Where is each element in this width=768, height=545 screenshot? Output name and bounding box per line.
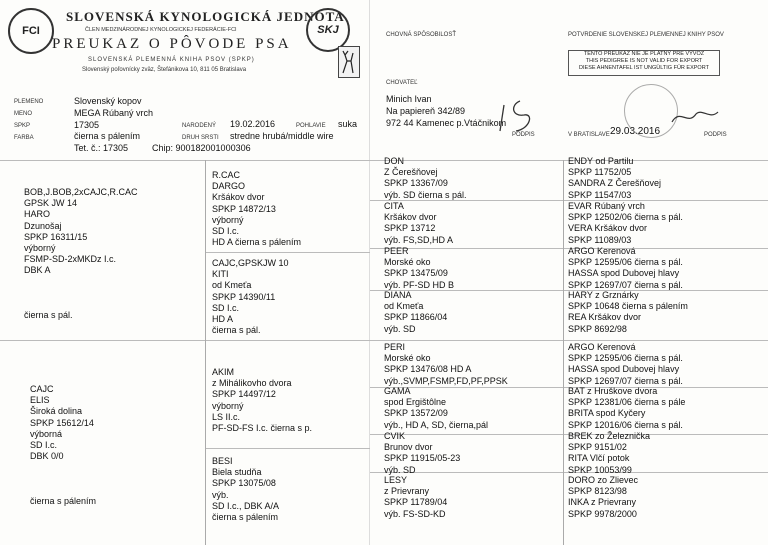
gen3-b (384, 201, 453, 246)
gen4-d-line: REA Kršákov dvor (568, 312, 642, 323)
deer-emblem (338, 46, 360, 78)
gen2-a-line: Kršákov dvor (212, 192, 265, 203)
gen4-g-line: RITA Vlčí potok (568, 453, 630, 464)
gen4-b (568, 201, 683, 246)
breed-label: PLEMENO (14, 99, 44, 105)
gen1-dam-line: Široká dolina (30, 406, 83, 417)
gen4-f-line: BAT z Hruškove dvora (568, 386, 658, 396)
registry-line: SLOVENSKÁ PLEMENNÁ KNIHA PSOV (SPKP) (88, 57, 255, 63)
gen2-d-line: čierna s pálením (212, 511, 279, 522)
coat-value: stredne hrubá/middle wire (230, 131, 334, 141)
gen2-d-line: BESI (212, 456, 233, 466)
gen4-a-line: SPKP 11547/03 (568, 189, 632, 200)
gen4-b-line: VERA Kršákov dvor (568, 223, 648, 234)
gen4-c (568, 246, 683, 291)
gen3-g-line: Brunov dvor (384, 442, 433, 453)
gen4-d-line: SPKP 8692/98 (568, 323, 627, 334)
gen3-e-line: výb.,SVMP,FSMP,FD,PF,PPSK (384, 375, 508, 386)
gen3-h-line: výb. FS-SD-KD (384, 508, 446, 519)
gen4-h-line: INKA z Prievrany (568, 497, 637, 508)
gen3-d-line: DIANA (384, 290, 412, 300)
gen3-d-line: výb. SD (384, 323, 416, 334)
gen4-h (568, 475, 638, 520)
document-title: PREUKAZ O PÔVODE PSA (52, 36, 292, 52)
gen3-g (384, 431, 460, 476)
gen3-b-line: výb. FS,SD,HD A (384, 234, 454, 245)
gen3-b-line: CITA (384, 201, 404, 211)
gen4-h-line: SPKP 9978/2000 (568, 508, 637, 519)
gen4-a-line: SANDRA Z Čerešňovej (568, 178, 662, 189)
gen4-h-line: SPKP 8123/98 (568, 486, 627, 497)
breeder-name: Minich Ivan (386, 94, 432, 104)
gen3-f-line: spod Ergištôlne (384, 397, 447, 408)
gen3-a-line: Z Čerešňovej (384, 167, 438, 178)
gen3-c (384, 246, 454, 291)
gen2-a-line: výborný (212, 214, 244, 225)
gen1-sire-line: DBK A (24, 265, 51, 276)
gen4-g-line: SPKP 10053/99 (568, 464, 632, 475)
gen1-dam-line: CAJC (30, 384, 54, 394)
gen3-f-line: GAMA (384, 386, 411, 396)
gen3-c-line: Morské oko (384, 257, 431, 268)
gen3-d-line: od Kmeťa (384, 301, 424, 312)
gen2-a-line: SD I.c. (212, 225, 240, 236)
gen1-sire (24, 187, 138, 321)
gen4-a-line: ENDY od Partilu (568, 156, 634, 166)
office-sign-label: PODPIS (704, 132, 727, 138)
gen3-d (384, 290, 447, 335)
gen2-a-line: SPKP 14872/13 (212, 203, 276, 214)
gen2-b-line: CAJC,GPSKJW 10 (212, 258, 289, 268)
gen4-e-line: ARGO Kerenová (568, 342, 636, 352)
gen3-g-line: výb. SD (384, 464, 416, 475)
gen3-c-line: PEER (384, 246, 409, 256)
gen3-a-line: výb. SD čierna s pál. (384, 189, 467, 200)
gen4-c-line: SPKP 12697/07 čierna s pál. (568, 279, 683, 290)
gen2-a-line: R.CAC (212, 170, 241, 180)
gen1-dam-line: SPKP 15612/14 (30, 417, 94, 428)
color-label: FARBA (14, 135, 34, 141)
gen4-b-line: SPKP 11089/03 (568, 234, 632, 245)
fci-logo (8, 8, 54, 54)
breeder-signature (490, 95, 560, 135)
breed-value: Slovenský kopov (74, 96, 142, 106)
gen3-h-line: LESY (384, 475, 408, 485)
gen3-a (384, 156, 467, 201)
gen2-c-line: výborný (212, 400, 244, 411)
address-line: Slovenský poľovnícky zväz, Štefánikova 10, 811 05 Bratislava (82, 67, 247, 73)
gen4-e-line: SPKP 12697/07 čierna s pál. (568, 375, 683, 386)
gen3-d-line: SPKP 11866/04 (384, 312, 448, 323)
gen3-c-line: výb. PF-SD HD B (384, 279, 455, 290)
breeder-sign-label: PODPIS (512, 132, 535, 138)
gen4-b-line: EVAR Rúbaný vrch (568, 201, 645, 211)
gen2-b-line: KITI (212, 269, 229, 280)
gen2-c-line: SPKP 14497/12 (212, 389, 276, 400)
gen1-dam-line: čierna s pálením (30, 495, 97, 506)
gen4-e-line: SPKP 12595/06 čierna s pál. (568, 353, 683, 364)
gen2-b-line: SD I.c. (212, 302, 240, 313)
grid-line-right-4 (370, 340, 768, 341)
gen1-dam-line: ELIS (30, 395, 50, 406)
gen1-dam-line (30, 474, 96, 485)
gen1-dam-line: SD I.c. (30, 439, 58, 450)
gen3-g-line: SPKP 11915/05-23 (384, 453, 461, 464)
gen2-d-line: Biela studňa (212, 467, 262, 478)
grid-vline-1 (205, 160, 206, 545)
gen1-sire-line: HARO (24, 209, 51, 220)
gen2-c-line: AKIM (212, 367, 235, 377)
gen4-d (568, 290, 688, 335)
issue-date: 29.03.2016 (610, 126, 661, 137)
gen1-dam-line: výborná (30, 428, 63, 439)
gen1-dam-line: DBK 0/0 (30, 451, 64, 462)
gen2-c-line: PF-SD-FS I.c. čierna s p. (212, 422, 313, 433)
gen4-c-line: HASSA spod Dubovej hlavy (568, 268, 680, 279)
chip-value: Chip: 900182001000306 (152, 143, 251, 153)
org-subtitle: ČLEN MEDZINÁRODNEJ KYNOLOGICKEJ FEDERÁCIE-FCI (85, 27, 237, 33)
gen4-g-line: SPKP 9151/02 (568, 442, 627, 453)
gen3-e-line: Morské oko (384, 353, 431, 364)
born-label: NARODENÝ (182, 123, 217, 129)
gen1-sire-line: GPSK JW 14 (24, 198, 78, 209)
gen3-a-line: SPKP 13367/09 (384, 178, 448, 189)
gen1-dam-line (30, 485, 96, 496)
gen2-c (212, 367, 312, 434)
gen2-a-line: DARGO (212, 181, 246, 192)
gen2-d (212, 456, 279, 523)
gen2-d-line: SPKP 13075/08 (212, 478, 276, 489)
sex-value: suka (338, 119, 358, 129)
gen2-b-line: SPKP 14390/11 (212, 291, 276, 302)
gen3-f-line: výb., HD A, SD, čierna,pál (384, 419, 489, 430)
gen2-a-line: HD A čierna s pálením (212, 237, 302, 248)
gen3-h-line: SPKP 11789/04 (384, 497, 448, 508)
gen3-g-line: CVIK (384, 431, 406, 441)
gen2-b (212, 258, 289, 336)
gen1-sire-line: čierna s pál. (24, 310, 73, 321)
gen2-c-line: z Mihálikovho dvora (212, 378, 292, 389)
gen4-h-line: DORO zo Zlievec (568, 475, 639, 485)
gen4-a (568, 156, 661, 201)
gen3-h-line: z Prievrany (384, 486, 430, 497)
tattoo-value: Tet. č.: 17305 (74, 143, 129, 153)
gen2-d-line: výb. (212, 489, 229, 500)
breeder-address-2: 972 44 Kamenec p.Vtáčnikom (386, 118, 507, 128)
gen4-d-line: HARY z Grznárky (568, 290, 639, 300)
gen4-b-line: SPKP 12502/06 čierna s pál. (568, 212, 683, 223)
gen1-sire-line: výborný (24, 242, 56, 253)
export-notice (568, 50, 720, 76)
gen1-sire-line: Dzunošaj (24, 220, 62, 231)
grid-line-left-lower (205, 448, 370, 449)
name-label: MENO (14, 111, 32, 117)
gen2-b-line: HD A (212, 313, 234, 324)
gen4-g-line: BREK zo Železnička (568, 431, 651, 441)
breeder-address-1: Na papiereň 342/89 (386, 106, 466, 116)
gen4-f (568, 386, 685, 431)
gen1-sire-line (24, 288, 138, 299)
gen3-a-line: DON (384, 156, 404, 166)
gen3-b-line: SPKP 13712 (384, 223, 436, 234)
grid-line-left-upper (205, 252, 370, 253)
gen2-b-line: od Kmeťa (212, 280, 252, 291)
gen2-d-line: SD I.c., DBK A/A (212, 500, 280, 511)
export-notice-line-1: TENTO PREUKAZ NIE JE PLATNÝ PRE VÝVOZ (583, 51, 705, 57)
born-value: 19.02.2016 (230, 119, 276, 129)
skj-logo-text: SKJ (317, 24, 339, 36)
gen4-f-line: SPKP 12381/06 čierna s pále (568, 397, 686, 408)
gen2-b-line: čierna s pál. (212, 325, 261, 336)
gen4-f-line: BRITA spod Kyčery (568, 408, 646, 419)
gen4-e-line: HASSA spod Dubovej hlavy (568, 364, 680, 375)
gen3-e-line: PERI (384, 342, 406, 352)
gen1-dam-line (30, 462, 96, 473)
gen3-e-line: SPKP 13476/08 HD A (384, 364, 472, 375)
gen4-c-line: ARGO Kerenová (568, 246, 636, 256)
gen4-a-line: SPKP 11752/05 (568, 167, 632, 178)
gen4-g (568, 431, 650, 476)
confirmation-label: POTVRDENIE SLOVENSKEJ PLEMENNEJ KNIHY PSOV (568, 32, 724, 38)
deer-icon (339, 47, 359, 77)
breeding-fitness-label: CHOVNÁ SPÔSOBILOSŤ (386, 32, 457, 38)
gen4-f-line: SPKP 12016/06 čierna s pál. (568, 419, 683, 430)
gen4-d-line: SPKP 10648 čierna s pálením (568, 301, 688, 312)
org-name: SLOVENSKÁ KYNOLOGICKÁ JEDNOTA (66, 9, 345, 24)
breeder-label: CHOVATEĽ (386, 80, 418, 86)
coat-label: DRUH SRSTI (182, 135, 219, 141)
gen3-f (384, 386, 488, 431)
gen2-a (212, 170, 301, 248)
place-label: V BRATISLAVE (568, 132, 610, 138)
official-signature (670, 104, 720, 128)
gen2-c-line: LS II.c. (212, 411, 241, 422)
dog-name-value: MEGA Rúbaný vrch (74, 108, 154, 118)
export-notice-line-3: DIESE AHNENTAFEL IST UNGÜLTIG FÜR EXPORT (579, 65, 709, 71)
grid-vline-3 (563, 160, 564, 545)
sex-label: POHLAVIE (296, 123, 326, 129)
gen3-h (384, 475, 447, 520)
spkp-value: 17305 (74, 120, 100, 130)
gen1-sire-line (24, 299, 138, 310)
gen3-b-line: Kršákov dvor (384, 212, 437, 223)
gen1-sire-line: FSMP-SD-2xMKDz I.c. (24, 254, 117, 265)
gen1-dam (30, 384, 96, 507)
gen3-e (384, 342, 508, 387)
gen1-sire-line: SPKP 16311/15 (24, 231, 88, 242)
export-notice-line-2: THIS PEDIGREE IS NOT VALID FOR EXPORT (585, 58, 703, 64)
gen1-sire-line: BOB,J.BOB,2xCAJC,R.CAC (24, 187, 138, 197)
gen4-c-line: SPKP 12595/06 čierna s pál. (568, 257, 683, 268)
gen3-c-line: SPKP 13475/09 (384, 268, 448, 279)
spkp-label: SPKP (14, 123, 31, 129)
gen1-sire-line (24, 277, 138, 288)
gen4-e (568, 342, 683, 387)
center-fold (369, 0, 370, 545)
gen3-f-line: SPKP 13572/09 (384, 408, 448, 419)
fci-logo-text: FCI (22, 25, 40, 37)
grid-mid-line-left (0, 340, 370, 341)
color-value: čierna s pálením (74, 131, 141, 141)
